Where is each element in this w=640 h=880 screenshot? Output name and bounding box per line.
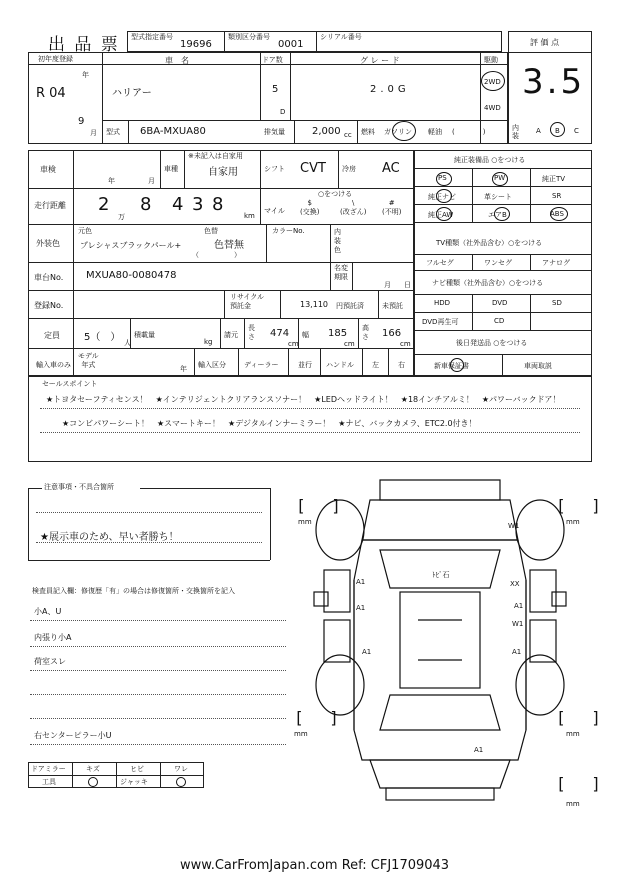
length-label: 長さ xyxy=(248,324,255,341)
interior-color-label: 内装色 xyxy=(334,228,341,254)
damage-mark-a1-1: A1 xyxy=(356,578,366,586)
legend-jack-circle xyxy=(176,777,186,787)
damage-mark-a1-4: A1 xyxy=(514,602,524,610)
fuel-gas: ガソリン xyxy=(384,128,412,136)
category-no-label: 類別区分番号 xyxy=(228,33,270,41)
damage-mark-a1-6: A1 xyxy=(474,746,484,754)
car-damage-diagram xyxy=(290,470,600,810)
model-year-label: モデル 年式 xyxy=(78,352,99,369)
import-parallel: 並行 xyxy=(298,361,312,369)
tire-bracket-rl: [ ] xyxy=(294,708,347,727)
damage-mark-w1-2: W1 xyxy=(512,620,524,628)
name-change-day-unit: 日 xyxy=(404,281,411,289)
import-category-label: 輸入区分 xyxy=(198,361,226,369)
sales-line-2: ★コンビパワーシート！ ★スマートキー！ ★デジタルインナーミラー！ ★ナビ、バックカメラ、ETC2.0付き！ xyxy=(62,419,477,428)
form-title: 出 品 票 xyxy=(48,35,120,55)
fuel-label: 燃料 xyxy=(361,128,375,136)
shift: CVT xyxy=(300,161,326,176)
grade-label: グ レ ー ド xyxy=(360,56,400,65)
tv-header: TV種類（社外品含む）○をつける xyxy=(436,239,543,247)
inspector-item-5: 右センターピラー小U xyxy=(34,731,112,740)
color-change-value: 色替無 xyxy=(214,240,244,251)
equip-oem-navi-circle xyxy=(436,189,452,203)
navi-hdd: HDD xyxy=(434,299,451,307)
tire-mm-rl: mm xyxy=(294,730,308,738)
sales-label: セールスポイント xyxy=(42,380,98,388)
shaken-year-unit: 年 xyxy=(108,177,115,185)
car-name-label: 車 名 xyxy=(165,56,189,65)
height-unit: cm xyxy=(400,340,411,348)
docs-warranty-circle xyxy=(450,358,464,372)
legend-mirror: ドアミラー xyxy=(31,765,66,773)
equip-ps-circle xyxy=(436,172,452,186)
width: 185 xyxy=(328,328,348,339)
chassis-value: MXUA80-0080478 xyxy=(86,270,177,281)
first-reg-label: 初年度登録 xyxy=(38,55,73,63)
interior-a: A xyxy=(536,127,541,135)
legend-crack: ヒビ xyxy=(130,765,144,773)
displacement: 2,000 xyxy=(312,126,341,137)
notes-label: 注意事項・不具合箇所 xyxy=(44,483,114,491)
capacity-label: 定員 xyxy=(44,331,60,340)
drive-2wd: 2WD xyxy=(484,78,501,86)
equip-abs-circle xyxy=(550,207,568,221)
tire-bracket-fr: [ ] xyxy=(556,496,609,515)
equip-pw-circle xyxy=(492,172,508,186)
capacity-unit: 人 xyxy=(124,339,131,347)
color-orig-value: プレシャスブラックパール+ xyxy=(80,241,182,250)
mileage-unit: km xyxy=(244,212,255,220)
type-no: 19696 xyxy=(180,39,212,50)
handle-label: ハンドル xyxy=(326,361,354,369)
handle-right: 右 xyxy=(398,361,405,369)
damage-mark-xx: XX xyxy=(510,580,520,588)
color-label: 外装色 xyxy=(36,239,60,248)
tire-bracket-rr: [ ] xyxy=(556,708,609,727)
recycle-label: リサイクル 預託金 xyxy=(230,293,265,310)
equip-ps: PS xyxy=(438,174,447,182)
mileage-d4: 8 xyxy=(212,194,224,215)
grade: 2.0G xyxy=(370,84,410,95)
mileage-exchanged: $ (交換) xyxy=(300,199,320,216)
oem-header: 純正装備品 ○をつける xyxy=(454,156,526,164)
handle-left: 左 xyxy=(372,361,379,369)
equip-sr: SR xyxy=(552,192,562,200)
type-no-label: 型式指定番号 xyxy=(131,33,173,41)
model-label: 型式 xyxy=(106,128,120,136)
interior-c: C xyxy=(574,127,579,135)
damage-mark-a1-3: A1 xyxy=(362,648,372,656)
displacement-label: 排気量 xyxy=(264,128,285,136)
color-no-label: カラーNo. xyxy=(272,227,305,235)
model: 6BA-MXUA80 xyxy=(140,126,206,137)
mileage-unknown: # (不明) xyxy=(382,199,402,216)
damage-mark-w1-1: W1 xyxy=(508,522,520,530)
load-unit: kg xyxy=(204,338,213,346)
height-label: 高さ xyxy=(362,324,369,341)
legend-tools: 工具 xyxy=(42,778,56,786)
inspector-item-3: 荷室スレ xyxy=(34,657,66,666)
drive-2wd-circle xyxy=(481,71,505,91)
legend-tools-circle xyxy=(88,777,98,787)
drive-4wd: 4WD xyxy=(484,104,501,112)
length-unit: cm xyxy=(288,340,299,348)
damage-mark-a1-2: A1 xyxy=(356,604,366,612)
tire-mm-spare: mm xyxy=(566,800,580,808)
mileage-man-unit: 万 xyxy=(118,213,125,221)
serial-label: シリアル番号 xyxy=(320,33,362,41)
tv-fullseg: フルセグ xyxy=(426,259,454,267)
car-name: ハリアー xyxy=(112,88,152,99)
mileage-d2: 4 xyxy=(172,194,184,215)
equip-oem-tv: 純正TV xyxy=(542,175,566,183)
interior-b-circle xyxy=(550,122,565,137)
shaken-month-unit: 月 xyxy=(148,177,155,185)
color-change-label: 色替 xyxy=(204,227,218,235)
score-label: 評 価 点 xyxy=(530,38,560,47)
recycle-unpaid: 未預託 xyxy=(382,302,403,310)
score-value: 3.5 xyxy=(522,62,586,102)
vehicle-class: 自家用 xyxy=(208,167,238,178)
tire-bracket-spare: [ ] xyxy=(556,774,609,793)
fuel-light: 軽油 xyxy=(428,128,442,136)
width-unit: cm xyxy=(344,340,355,348)
displacement-unit: cc xyxy=(344,131,352,139)
inspector-item-2: 内張り小A xyxy=(34,633,72,642)
mileage-circle-note: ○をつける xyxy=(318,190,353,198)
recycle-unit: 円預託済 xyxy=(336,302,364,310)
interior-b: B xyxy=(555,127,560,135)
shaken-label: 車検 xyxy=(40,165,56,174)
capacity-value: 5（ ） xyxy=(84,332,121,343)
docs-warranty: 新車保証書 xyxy=(434,362,469,370)
chassis-label: 車台No. xyxy=(34,273,64,282)
vehicle-class-label: 車種 xyxy=(164,165,178,173)
width-label: 幅 xyxy=(302,331,309,339)
tire-bracket-fl: [ ] xyxy=(296,496,349,515)
mileage-mile: マイル xyxy=(264,207,285,215)
doors-suffix: D xyxy=(280,108,286,116)
import-dealer: ディーラー xyxy=(244,361,279,369)
equip-oem-aw-circle xyxy=(436,207,452,221)
shift-label: シフト xyxy=(264,165,285,173)
inspector-item-1: 小A、U xyxy=(34,607,62,616)
navi-cd: CD xyxy=(494,317,505,325)
tire-mm-fl: mm xyxy=(298,518,312,526)
legend-scratch: キズ xyxy=(86,765,100,773)
docs-header: 後日発送品 ○をつける xyxy=(456,339,528,347)
name-change-label: 名変期限 xyxy=(334,264,348,281)
import-label: 輸入車のみ xyxy=(36,361,71,369)
legend-break: ワレ xyxy=(174,765,188,773)
footer-watermark: www.CarFromJapan.com Ref: CFJ1709043 xyxy=(180,858,450,873)
vehicle-class-note: ※未記入は自家用 xyxy=(188,152,243,160)
notes-line: ★展示車のため、早い者勝ち！ xyxy=(40,532,179,543)
model-year-unit: 年 xyxy=(180,365,187,373)
mileage-d1: 8 xyxy=(140,194,152,215)
ac: AC xyxy=(382,161,400,176)
inspector-label: 検査員記入欄：修復歴「有」の場合は修復箇所・交換箇所を記入 xyxy=(32,587,235,595)
doors-label: ドア数 xyxy=(262,56,283,64)
damage-mark-stone: ﾄﾋﾞ石 xyxy=(432,571,450,579)
mileage-d3: 3 xyxy=(192,194,204,215)
navi-dvd: DVD xyxy=(492,299,508,307)
equip-abs: ABS xyxy=(550,210,564,218)
mileage-label: 走行距離 xyxy=(34,201,66,210)
ac-label: 冷房 xyxy=(342,165,356,173)
first-reg-month: 9 xyxy=(78,116,85,127)
equip-airbag-circle xyxy=(494,207,510,221)
interior-label: 内装 xyxy=(512,124,519,140)
request-label: 請元 xyxy=(224,331,238,339)
fuel-gas-circle xyxy=(392,121,416,141)
name-change-month-unit: 月 xyxy=(384,281,391,289)
sales-line-1: ★トヨタセーフティセンス！ ★インテリジェントクリアランスソナー！ ★LEDヘッドライト！ ★18インチアルミ！ ★パワーバックドア！ xyxy=(46,395,561,404)
navi-dvd-play: DVD再生可 xyxy=(422,318,459,326)
tire-mm-rr: mm xyxy=(566,730,580,738)
mileage-man: 2 xyxy=(98,194,110,215)
first-reg-year: R 04 xyxy=(36,86,66,101)
equip-pw: PW xyxy=(494,174,506,182)
category-no: 0001 xyxy=(278,39,304,50)
recycle-value: 13,110 xyxy=(300,300,328,309)
registration-label: 登録No. xyxy=(34,301,64,310)
drive-label: 駆動 xyxy=(484,56,498,64)
equip-oem-aw: 純正AW xyxy=(428,211,454,219)
color-orig-label: 元色 xyxy=(78,227,92,235)
legend-jack: ジャッキ xyxy=(120,778,148,786)
doors: 5 xyxy=(272,84,279,95)
navi-sd: SD xyxy=(552,299,562,307)
equip-leather: 革シート xyxy=(484,193,512,201)
height: 166 xyxy=(382,328,402,339)
equip-oem-navi: 純正ナビ xyxy=(428,193,456,201)
equip-airbag: エアB xyxy=(488,211,507,219)
navi-header: ナビ種類（社外品含む）○をつける xyxy=(432,279,544,287)
first-reg-month-unit: 月 xyxy=(90,129,97,137)
docs-manual: 車両取説 xyxy=(524,362,552,370)
tv-oneseg: ワンセグ xyxy=(484,259,512,267)
fuel-paren: ( ) xyxy=(452,128,486,136)
color-change-paren: （ ） xyxy=(192,251,241,259)
tv-analog: アナログ xyxy=(542,259,570,267)
damage-mark-a1-5: A1 xyxy=(512,648,522,656)
mileage-altered: \ (改ざん) xyxy=(340,199,367,216)
first-reg-year-unit: 年 xyxy=(82,71,89,79)
load-label: 積載量 xyxy=(134,331,155,339)
tire-mm-fr: mm xyxy=(566,518,580,526)
length: 474 xyxy=(270,328,290,339)
